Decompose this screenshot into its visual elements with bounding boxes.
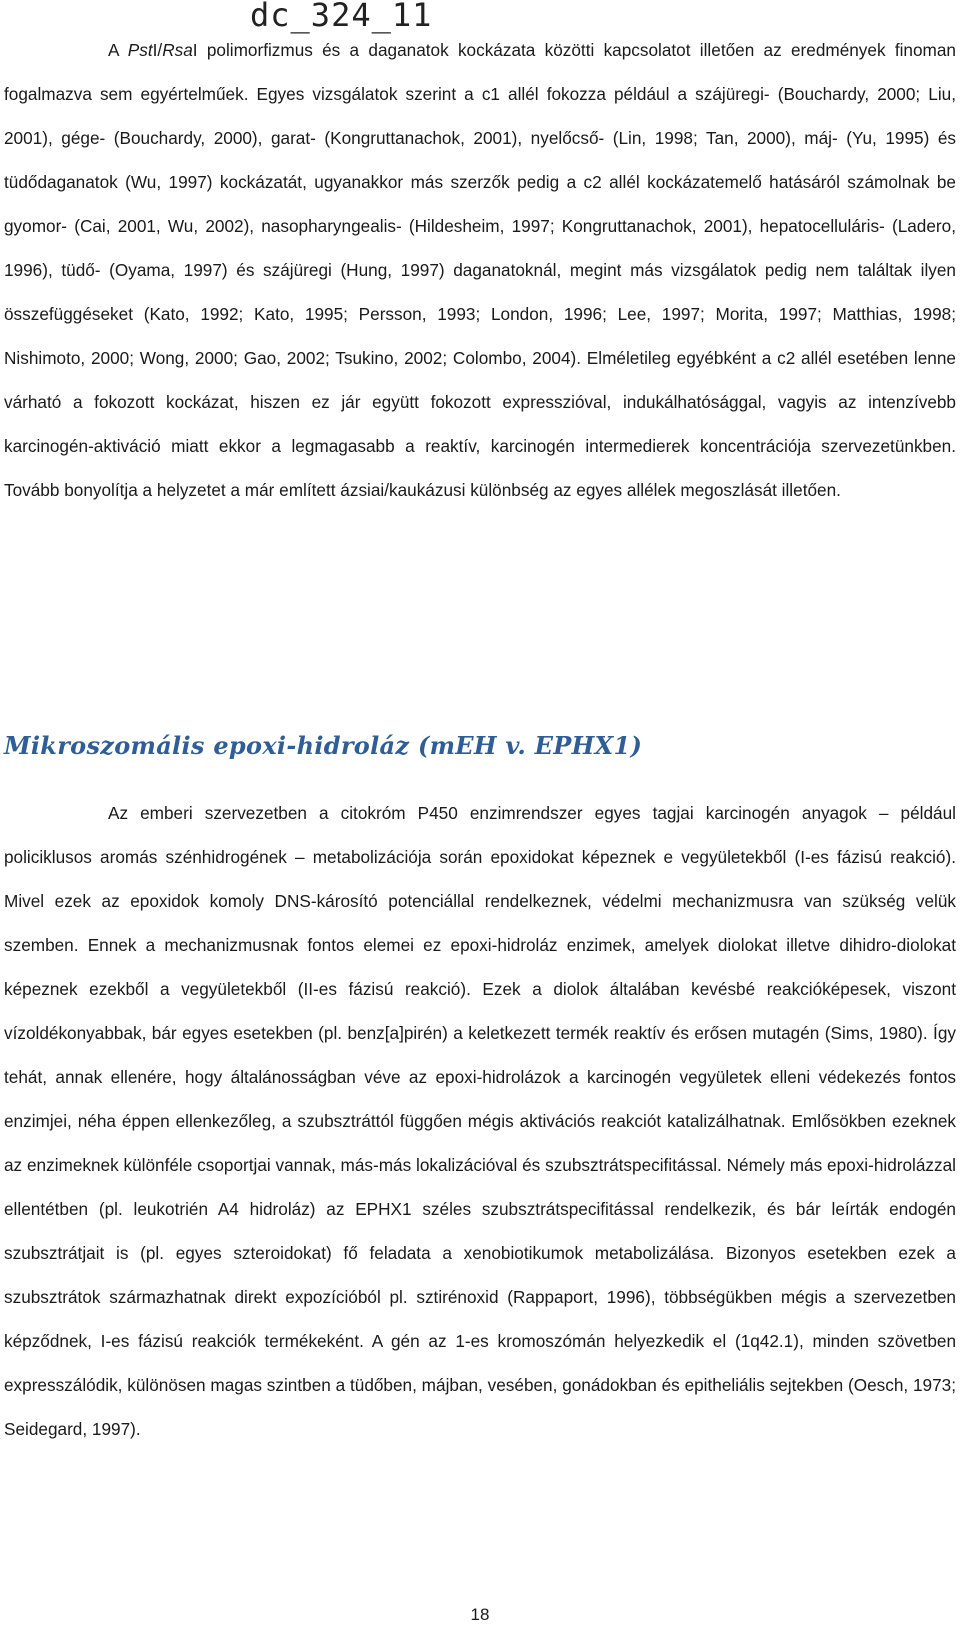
section-heading: Mikroszomális epoxi-hidroláz (mEH v. EPHX1) xyxy=(4,731,643,760)
paragraph-pstl-rsal-polymorphism xyxy=(4,28,956,512)
document-id: dc_324_11 xyxy=(250,0,433,34)
paragraph-text-segment: I/ xyxy=(152,40,163,60)
paragraph-text: Az emberi szervezetben a citokróm P450 enzimrendszer egyes tagjai karcinogén anyagok – például policiklusos aromás szénhidrogének – metabolizációja során epoxidokat képeznek e vegyületekből (I-es fázisú reakció). Mivel ezek az epoxidok komoly DNS-károsító potenciállal rendelkeznek, védelmi mechanizmusra van szükség velük szemben. Ennek a mechanizmusnak fontos elemei ez epoxi-hidroláz enzimek, amelyek diolokat illetve dihidro-diolokat képeznek ezekből a vegyületekből (II-es fázisú reakció). Ezek a diolok általában kevésbé reakcióképesek, viszont vízoldékonyabbak, bár egyes esetekben (pl. benz[a]pirén) a keletkezett termék reaktív és erősen mutagén (Sims, 1980). Így tehát, annak ellenére, hogy általánosságban véve az epoxi-hidrolázok a karcinogén vegyületek elleni védekezés fontos enzimjei, néha éppen ellenkezőleg, a szubsztráttól függően mégis aktivációs reakciót katalizálhatnak. Emlősökben ezeknek az enzimeknek különféle csoportjai vannak, más-más lokalizációval és szubsztrátspecifitással. Némely más epoxi-hidrolázzal ellentétben (pl. leukotrién A4 hidroláz) az EPHX1 széles szubsztrátspecifitással rendelkezik, és bár leírták endogén szubsztrátjait is (pl. egyes szteroidokat) fő feladata a xenobiotikumok metabolizálása. Bizonyos esetekben ezek a szubsztrátok származhatnak direkt expozícióból pl. sztirénoxid (Rappaport, 1996), többségükben mégis a szervezetben képződnek, I-es fázisú reakciók termékeként. A gén az 1-es kromoszómán helyezkedik el (1q42.1), minden szövetben expresszálódik, különösen magas szintben a tüdőben, májban, vesében, gonádokban és epitheliális sejtekben (Oesch, 1973; Seidegard, 1997). xyxy=(4,803,956,1439)
paragraph-text-segment: I polimorfizmus és a daganatok kockázata közötti kapcsolatot illetően az eredmények finoman fogalmazva sem egyértelműek. Egyes vizsgálatok szerint a c1 allél fokozza például a szájüregi- (Bouchardy, 2000; Liu, 2001), gége- (Bouchardy, 2000), garat- (Kongruttanachok, 2001), nyelőcső- (Lin, 1998; Tan, 2000), máj- (Yu, 1995) és tüdődaganatok (Wu, 1997) kockázatát, ugyanakkor más szerzők pedig a c2 allél kockázatemelő hatásáról számolnak be gyomor- (Cai, 2001, Wu, 2002), nasopharyngealis- (Hildesheim, 1997; Kongruttanachok, 2001), hepatocelluláris- (Ladero, 1996), tüdő- (Oyama, 1997) és szájüregi (Hung, 1997) daganatoknál, megint más vizsgálatok pedig nem találtak ilyen összefüggéseket (Kato, 1992; Kato, 1995; Persson, 1993; London, 1996; Lee, 1997; Morita, 1997; Matthias, 1998; Nishimoto, 2000; Wong, 2000; Gao, 2002; Tsukino, 2002; Colombo, 2004). Elméletileg egyébként a c2 allél esetében lenne várható a fokozott kockázat, hiszen ez jár együtt fokozott expresszióval, indukálhatósággal, vagyis az intenzívebb karcinogén-aktiváció miatt ekkor a legmagasabb a reaktív, karcinogén intermedierek koncentrációja szervezetünkben. Tovább bonyolítja a helyzetet a már említett ázsiai/kaukázusi különbség az egyes allélek megoszlását illetően. xyxy=(4,40,956,500)
page-number: 18 xyxy=(470,1605,490,1624)
paragraph-ephx1-description xyxy=(4,791,956,1451)
paragraph-text-segment: A xyxy=(108,40,128,60)
italic-enzyme-name: Pst xyxy=(127,40,153,60)
italic-enzyme-name: Rsa xyxy=(162,40,193,60)
